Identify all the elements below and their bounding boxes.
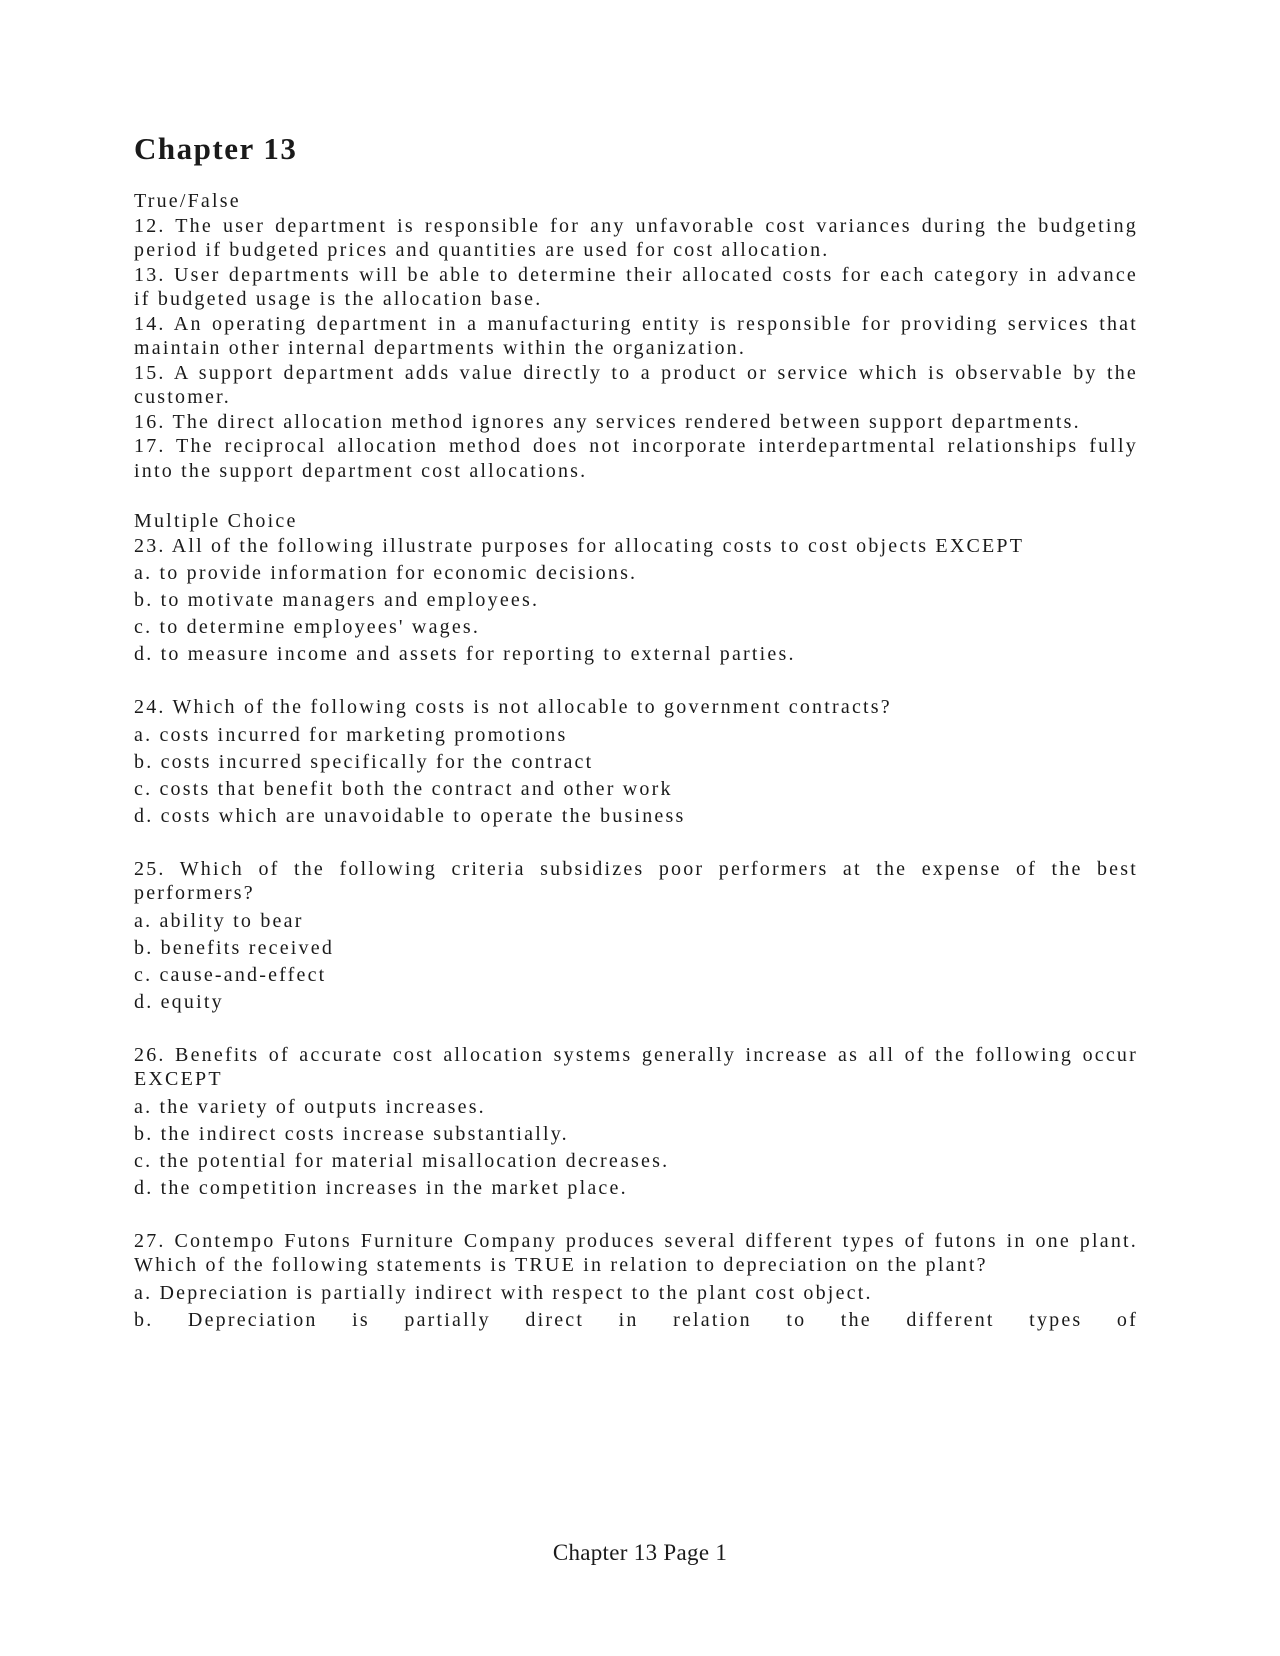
- mc-question-24: [134, 695, 1138, 830]
- tf-item: 16. The direct allocation method ignores any services rendered between support departments.: [134, 410, 1081, 433]
- question-stem: 25. Which of the following criteria subsidizes poor performers at the expense of the best performers?: [134, 857, 1138, 905]
- mc-question-27: [134, 1229, 1138, 1334]
- answer-option: b. Depreciation is partially direct in relation to the different types of: [134, 1308, 1138, 1331]
- tf-item: 13. User departments will be able to determine their allocated costs for each category in advance if budgeted usage is the allocation base.: [134, 263, 1138, 311]
- answer-option: a. the variety of outputs increases.: [134, 1095, 486, 1118]
- answer-option: a. to provide information for economic decisions.: [134, 562, 638, 585]
- answer-option: d. the competition increases in the market place.: [134, 1176, 628, 1199]
- answer-option: b. to motivate managers and employees.: [134, 589, 540, 612]
- answer-option: b. benefits received: [134, 936, 335, 959]
- answer-option: a. ability to bear: [134, 909, 304, 932]
- question-stem: 27. Contempo Futons Furniture Company produces several different types of futons in one plant. Which of the following statements is TRUE in relation to depreciation on the plant?: [134, 1229, 1138, 1277]
- answer-option: c. to determine employees' wages.: [134, 616, 481, 639]
- answer-option: c. the potential for material misallocation decreases.: [134, 1149, 670, 1172]
- tf-item: 14. An operating department in a manufacturing entity is responsible for providing services that maintain other internal departments within the organization.: [134, 312, 1138, 360]
- answer-option: d. equity: [134, 990, 224, 1013]
- answer-option: a. Depreciation is partially indirect with respect to the plant cost object.: [134, 1281, 873, 1304]
- answer-option: c. cause-and-effect: [134, 963, 327, 986]
- page-footer: Chapter 13 Page 1: [552, 1540, 728, 1565]
- question-stem: 26. Benefits of accurate cost allocation systems generally increase as all of the following occur EXCEPT: [134, 1043, 1138, 1091]
- true-false-section: [134, 189, 1138, 483]
- answer-option: b. costs incurred specifically for the contract: [134, 750, 594, 773]
- mc-question-25: [134, 857, 1138, 1016]
- answer-option: c. costs that benefit both the contract and other work: [134, 777, 673, 800]
- answer-option: a. costs incurred for marketing promotions: [134, 723, 568, 746]
- mc-question-26: [134, 1043, 1138, 1202]
- answer-option: b. the indirect costs increase substantially.: [134, 1122, 569, 1145]
- tf-item: 12. The user department is responsible for any unfavorable cost variances during the budgeting period if budgeted prices and quantities are used for cost allocation.: [134, 214, 1138, 262]
- multiple-choice-section: [134, 509, 1138, 1334]
- tf-item: 15. A support department adds value directly to a product or service which is observable by the customer.: [134, 361, 1138, 409]
- true-false-heading: True/False: [134, 190, 241, 213]
- document-page: [134, 130, 1138, 1361]
- mc-question-23: [134, 534, 1138, 669]
- tf-item: 17. The reciprocal allocation method does not incorporate interdepartmental relationships fully into the support department cost allocations.: [134, 435, 1138, 482]
- answer-option: d. costs which are unavoidable to operate the business: [134, 804, 686, 827]
- chapter-title: Chapter 13: [134, 131, 298, 166]
- multiple-choice-heading: Multiple Choice: [134, 510, 298, 533]
- question-stem: 23. All of the following illustrate purposes for allocating costs to cost objects EXCEPT: [134, 534, 1025, 557]
- answer-option: d. to measure income and assets for reporting to external parties.: [134, 643, 796, 666]
- question-stem: 24. Which of the following costs is not allocable to government contracts?: [134, 696, 892, 719]
